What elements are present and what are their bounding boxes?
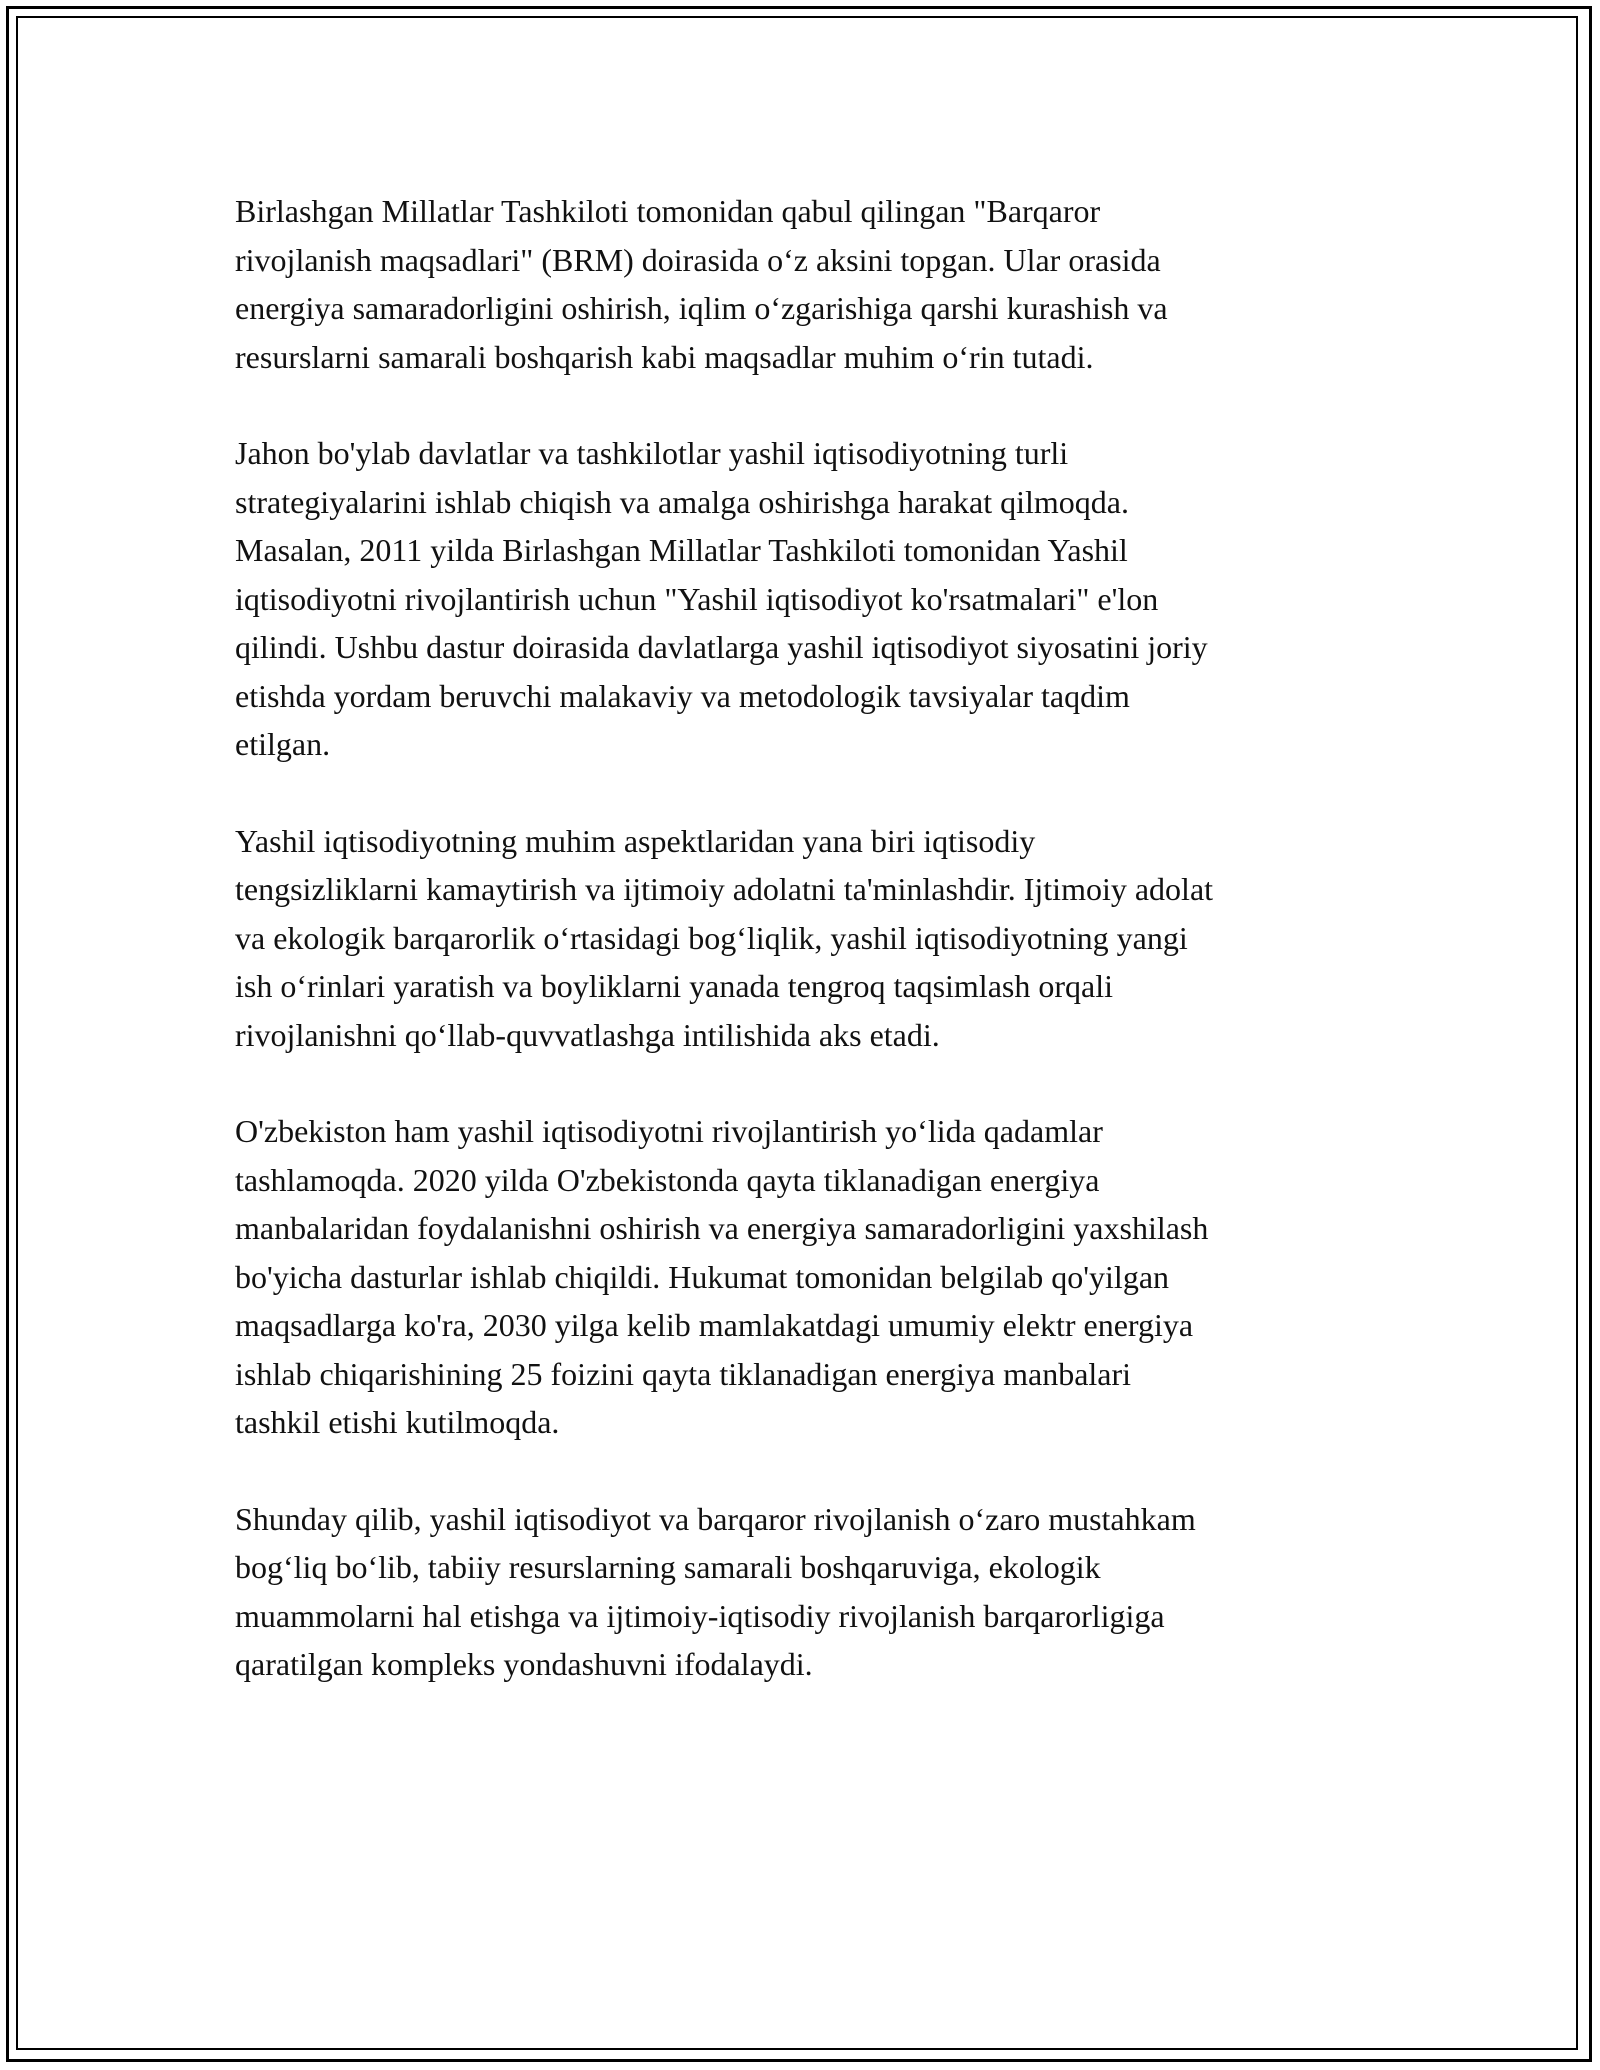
paragraph-brm-goals: Birlashgan Millatlar Tashkiloti tomonidan qabul qilingan "Barqaror rivojlanish maqsadlari" (BRM) doirasida o‘z aksini topgan. Ular orasida energiya samaradorligini oshirish, iqlim o‘zgarishiga qarshi kurashish va resurslarni samarali boshqarish kabi maqsadlar muhim o‘rin tutadi. [235,193,1168,375]
paragraph-conclusion: Shunday qilib, yashil iqtisodiyot va barqaror rivojlanish o‘zaro mustahkam bog‘liq bo‘lib, tabiiy resurslarning samarali boshqaruviga, ekologik muammolarni hal etishga va ijtimoiy-iqtisodiy rivojlanish barqarorligiga qaratilgan kompleks yondashuvni ifodalaydi. [235,1500,1196,1682]
paragraph-uzbekistan: O'zbekiston ham yashil iqtisodiyotni rivojlantirish yo‘lida qadamlar tashlamoqda. 2020 yilda O'zbekistonda qayta tiklanadigan energiya manbalaridan foydalanishni oshirish va energiya samaradorligini yaxshilash bo'yicha dasturlar ishlab chiqildi. Hukumat tomonidan belgilab qo'yilgan maqsadlarga ko'ra, 2030 yilga kelib mamlakatdagi umumiy elektr energiya ishlab chiqarishining 25 foizini qayta tiklanadigan energiya manbalari tashkil etishi kutilmoqda. [235,1113,1209,1440]
paragraph-global-strategies: Jahon bo'ylab davlatlar va tashkilotlar yashil iqtisodiyotning turli strategiyalarini ishlab chiqish va amalga oshirishga harakat qilmoqda. Masalan, 2011 yilda Birlashgan Millatlar Tashkiloti tomonidan Yashil iqtisodiyotni rivojlantirish uchun "Yashil iqtisodiyot ko'rsatmalari" e'lon qilindi. Ushbu dastur doirasida davlatlarga yashil iqtisodiyot siyosatini joriy etishda yordam beruvchi malakaviy va metodologik tavsiyalar taqdim etilgan. [235,435,1208,762]
paragraph-social-equity: Yashil iqtisodiyotning muhim aspektlaridan yana biri iqtisodiy tengsizliklarni kamaytirish va ijtimoiy adolatni ta'minlashdir. Ijtimoiy adolat va ekologik barqarorlik o‘rtasidagi bog‘liqlik, yashil iqtisodiyotning yangi ish o‘rinlari yaratish va boyliklarni yanada tengroq taqsimlash orqali rivojlanishni qo‘llab-quvvatlashga intilishida aks etadi. [235,822,1214,1053]
document-body [235,187,1370,1737]
